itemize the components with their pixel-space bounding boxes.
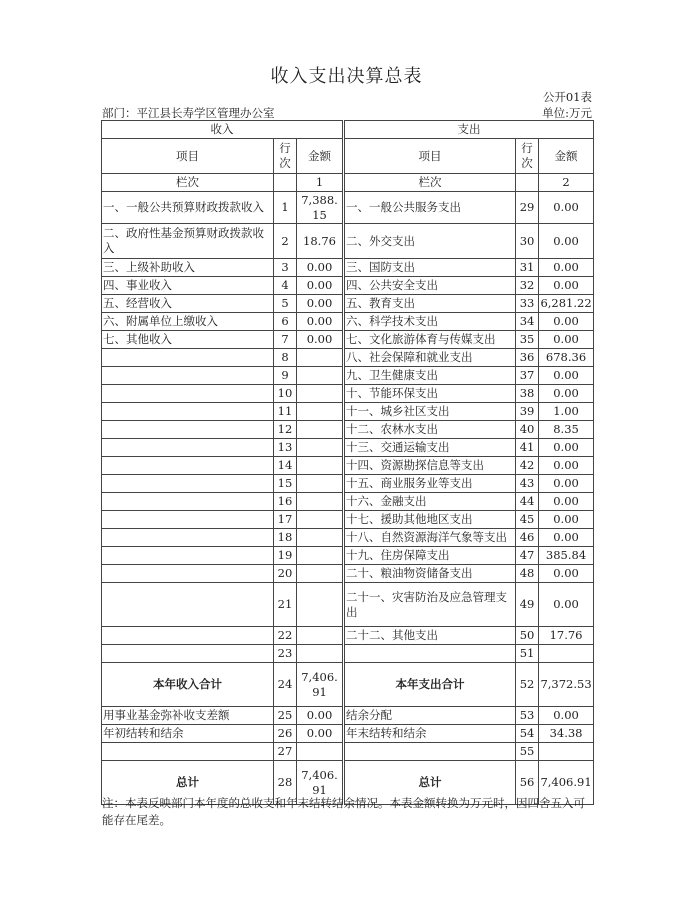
table-row [102, 421, 594, 439]
income-amount [297, 385, 344, 403]
expense-amount: 0.00 [539, 583, 594, 627]
income-row-no: 6 [274, 313, 297, 331]
income-header: 收入 [102, 121, 344, 139]
expense-item: 二、外交支出 [344, 224, 516, 259]
expense-item: 结余分配 [344, 707, 516, 725]
expense-item: 七、文化旅游体育与传媒支出 [344, 331, 516, 349]
income-item [102, 439, 274, 457]
expense-column-blank [516, 174, 539, 192]
expense-item: 八、社会保障和就业支出 [344, 349, 516, 367]
income-amount [297, 367, 344, 385]
income-expense-table [101, 120, 594, 805]
expense-item: 十四、资源勘探信息等支出 [344, 457, 516, 475]
income-amount [297, 457, 344, 475]
expense-row-no: 40 [516, 421, 539, 439]
income-amount: 7,388.15 [297, 192, 344, 224]
income-amount-header: 金额 [297, 139, 344, 174]
section-header-row [102, 121, 594, 139]
expense-item: 本年支出合计 [344, 663, 516, 707]
income-item [102, 511, 274, 529]
expense-row-no: 35 [516, 331, 539, 349]
expense-amount: 8.35 [539, 421, 594, 439]
table-row [102, 403, 594, 421]
table-row [102, 475, 594, 493]
expense-row-no: 55 [516, 743, 539, 761]
income-item [102, 493, 274, 511]
expense-row-no: 47 [516, 547, 539, 565]
expense-amount: 6,281.22 [539, 295, 594, 313]
income-amount [297, 493, 344, 511]
income-row-no: 9 [274, 367, 297, 385]
expense-item: 十五、商业服务业等支出 [344, 475, 516, 493]
income-row-no: 14 [274, 457, 297, 475]
table-row [102, 565, 594, 583]
income-row-no: 8 [274, 349, 297, 367]
income-item: 用事业基金弥补收支差额 [102, 707, 274, 725]
income-amount: 18.76 [297, 224, 344, 259]
income-row-no: 16 [274, 493, 297, 511]
expense-column-label: 栏次 [344, 174, 516, 192]
footnote: 注：本表反映部门本年度的总收支和年末结转结余情况。本表金额转换为万元时，因四舍五入可能存在尾差。 [102, 796, 585, 827]
form-number: 公开01表 [542, 90, 592, 104]
income-amount: 7,406.91 [297, 663, 344, 707]
table-row [102, 367, 594, 385]
income-amount: 0.00 [297, 331, 344, 349]
income-item: 五、经营收入 [102, 295, 274, 313]
expense-amount: 0.00 [539, 529, 594, 547]
expense-row-no: 49 [516, 583, 539, 627]
income-item [102, 475, 274, 493]
expense-row-no: 41 [516, 439, 539, 457]
income-amount [297, 547, 344, 565]
expense-item: 二十二、其他支出 [344, 627, 516, 645]
expense-item: 十三、交通运输支出 [344, 439, 516, 457]
expense-row-no: 31 [516, 259, 539, 277]
expense-amount: 678.36 [539, 349, 594, 367]
income-item: 年初结转和结余 [102, 725, 274, 743]
income-amount: 7,406.91 [297, 761, 344, 805]
income-row-no: 27 [274, 743, 297, 761]
table-row [102, 331, 594, 349]
income-item-header: 项目 [102, 139, 274, 174]
table-row [102, 224, 594, 259]
expense-row-no: 32 [516, 277, 539, 295]
expense-amount [539, 743, 594, 761]
expense-item: 十八、自然资源海洋气象等支出 [344, 529, 516, 547]
expense-amount: 0.00 [539, 707, 594, 725]
income-row-no-header: 行次 [274, 139, 297, 174]
income-amount [297, 529, 344, 547]
column-header-row [102, 139, 594, 174]
table-row [102, 457, 594, 475]
expense-row-no: 45 [516, 511, 539, 529]
table-row [102, 583, 594, 627]
expense-row-no: 37 [516, 367, 539, 385]
income-item: 总计 [102, 761, 274, 805]
income-row-no: 19 [274, 547, 297, 565]
income-item: 三、上级补助收入 [102, 259, 274, 277]
income-amount [297, 565, 344, 583]
expense-item: 十六、金融支出 [344, 493, 516, 511]
income-item [102, 403, 274, 421]
income-row-no: 13 [274, 439, 297, 457]
income-amount: 0.00 [297, 277, 344, 295]
income-row-no: 1 [274, 192, 297, 224]
income-row-no: 23 [274, 645, 297, 663]
income-amount [297, 627, 344, 645]
table-row [102, 627, 594, 645]
income-amount: 0.00 [297, 259, 344, 277]
table-row [102, 707, 594, 725]
income-amount [297, 439, 344, 457]
expense-row-no: 33 [516, 295, 539, 313]
expense-amount: 0.00 [539, 385, 594, 403]
income-item: 二、政府性基金预算财政拨款收入 [102, 224, 274, 259]
income-item [102, 529, 274, 547]
table-row [102, 385, 594, 403]
table-row [102, 511, 594, 529]
expense-amount: 0.00 [539, 493, 594, 511]
income-amount [297, 511, 344, 529]
income-row-no: 28 [274, 761, 297, 805]
expense-item: 五、教育支出 [344, 295, 516, 313]
expense-amount: 0.00 [539, 511, 594, 529]
expense-row-no: 54 [516, 725, 539, 743]
income-row-no: 24 [274, 663, 297, 707]
income-row-no: 7 [274, 331, 297, 349]
expense-item: 十一、城乡社区支出 [344, 403, 516, 421]
income-item: 六、附属单位上缴收入 [102, 313, 274, 331]
expense-amount: 0.00 [539, 439, 594, 457]
table-row [102, 192, 594, 224]
expense-item: 十九、住房保障支出 [344, 547, 516, 565]
expense-row-no: 51 [516, 645, 539, 663]
income-item [102, 583, 274, 627]
income-row-no: 20 [274, 565, 297, 583]
income-row-no: 18 [274, 529, 297, 547]
expense-row-no: 30 [516, 224, 539, 259]
column-index-row [102, 174, 594, 192]
expense-row-no: 38 [516, 385, 539, 403]
expense-item [344, 743, 516, 761]
expense-row-no: 42 [516, 457, 539, 475]
income-row-no: 4 [274, 277, 297, 295]
income-item [102, 457, 274, 475]
income-row-no: 5 [274, 295, 297, 313]
expense-amount: 0.00 [539, 224, 594, 259]
income-amount [297, 403, 344, 421]
table-row [102, 529, 594, 547]
income-item [102, 367, 274, 385]
income-amount [297, 475, 344, 493]
expense-amount: 7,372.53 [539, 663, 594, 707]
expense-item: 九、卫生健康支出 [344, 367, 516, 385]
income-row-no: 11 [274, 403, 297, 421]
table-row [102, 295, 594, 313]
expense-amount: 0.00 [539, 565, 594, 583]
expense-item: 二十一、灾害防治及应急管理支出 [344, 583, 516, 627]
expense-column-index: 2 [539, 174, 594, 192]
table-row [102, 743, 594, 761]
table-row [102, 663, 594, 707]
table-row [102, 259, 594, 277]
table-row [102, 547, 594, 565]
expense-row-no: 56 [516, 761, 539, 805]
expense-item-header: 项目 [344, 139, 516, 174]
expense-amount: 34.38 [539, 725, 594, 743]
expense-item [344, 645, 516, 663]
expense-amount: 7,406.91 [539, 761, 594, 805]
table-row [102, 277, 594, 295]
expense-item: 二十、粮油物资储备支出 [344, 565, 516, 583]
expense-row-no: 48 [516, 565, 539, 583]
expense-row-no: 46 [516, 529, 539, 547]
expense-item: 十二、农林水支出 [344, 421, 516, 439]
income-amount [297, 583, 344, 627]
expense-item: 六、科学技术支出 [344, 313, 516, 331]
income-row-no: 26 [274, 725, 297, 743]
income-item [102, 627, 274, 645]
income-item [102, 421, 274, 439]
table-row [102, 645, 594, 663]
unit-label: 单位:万元 [542, 106, 592, 120]
income-amount: 0.00 [297, 707, 344, 725]
income-row-no: 21 [274, 583, 297, 627]
income-column-label: 栏次 [102, 174, 274, 192]
expense-row-no: 44 [516, 493, 539, 511]
expense-amount [539, 645, 594, 663]
expense-row-no: 52 [516, 663, 539, 707]
page-title: 收入支出决算总表 [270, 66, 423, 87]
expense-row-no: 39 [516, 403, 539, 421]
table-row [102, 439, 594, 457]
expense-row-no: 36 [516, 349, 539, 367]
expense-row-no: 34 [516, 313, 539, 331]
income-item: 一、一般公共预算财政拨款收入 [102, 192, 274, 224]
expense-amount: 0.00 [539, 259, 594, 277]
income-amount [297, 421, 344, 439]
expense-amount: 0.00 [539, 277, 594, 295]
income-row-no: 22 [274, 627, 297, 645]
income-column-blank [274, 174, 297, 192]
income-row-no: 3 [274, 259, 297, 277]
income-amount: 0.00 [297, 295, 344, 313]
expense-item: 十、节能环保支出 [344, 385, 516, 403]
income-item [102, 645, 274, 663]
expense-amount: 0.00 [539, 367, 594, 385]
income-row-no: 2 [274, 224, 297, 259]
income-item: 本年收入合计 [102, 663, 274, 707]
expense-header: 支出 [344, 121, 594, 139]
income-amount: 0.00 [297, 725, 344, 743]
expense-item: 总计 [344, 761, 516, 805]
expense-amount: 0.00 [539, 192, 594, 224]
table-row [102, 349, 594, 367]
expense-amount: 0.00 [539, 313, 594, 331]
expense-row-no-header: 行次 [516, 139, 539, 174]
expense-item: 三、国防支出 [344, 259, 516, 277]
income-item [102, 743, 274, 761]
table-row [102, 313, 594, 331]
expense-item: 年末结转和结余 [344, 725, 516, 743]
expense-item: 十七、援助其他地区支出 [344, 511, 516, 529]
department-label: 部门：平江县长寿学区管理办公室 [102, 106, 275, 120]
income-row-no: 25 [274, 707, 297, 725]
expense-row-no: 29 [516, 192, 539, 224]
income-amount [297, 645, 344, 663]
expense-amount: 0.00 [539, 331, 594, 349]
expense-amount: 385.84 [539, 547, 594, 565]
expense-amount: 0.00 [539, 475, 594, 493]
expense-amount: 1.00 [539, 403, 594, 421]
income-row-no: 17 [274, 511, 297, 529]
income-item [102, 385, 274, 403]
expense-amount: 17.76 [539, 627, 594, 645]
expense-item: 一、一般公共服务支出 [344, 192, 516, 224]
expense-amount-header: 金额 [539, 139, 594, 174]
income-item: 七、其他收入 [102, 331, 274, 349]
expense-row-no: 43 [516, 475, 539, 493]
income-row-no: 12 [274, 421, 297, 439]
income-item [102, 349, 274, 367]
income-column-index: 1 [297, 174, 344, 192]
income-item [102, 547, 274, 565]
income-row-no: 15 [274, 475, 297, 493]
income-item: 四、事业收入 [102, 277, 274, 295]
expense-item: 四、公共安全支出 [344, 277, 516, 295]
table-row [102, 725, 594, 743]
expense-row-no: 50 [516, 627, 539, 645]
income-amount [297, 743, 344, 761]
income-row-no: 10 [274, 385, 297, 403]
income-item [102, 565, 274, 583]
expense-row-no: 53 [516, 707, 539, 725]
income-amount: 0.00 [297, 313, 344, 331]
table-row [102, 493, 594, 511]
income-amount [297, 349, 344, 367]
expense-amount: 0.00 [539, 457, 594, 475]
